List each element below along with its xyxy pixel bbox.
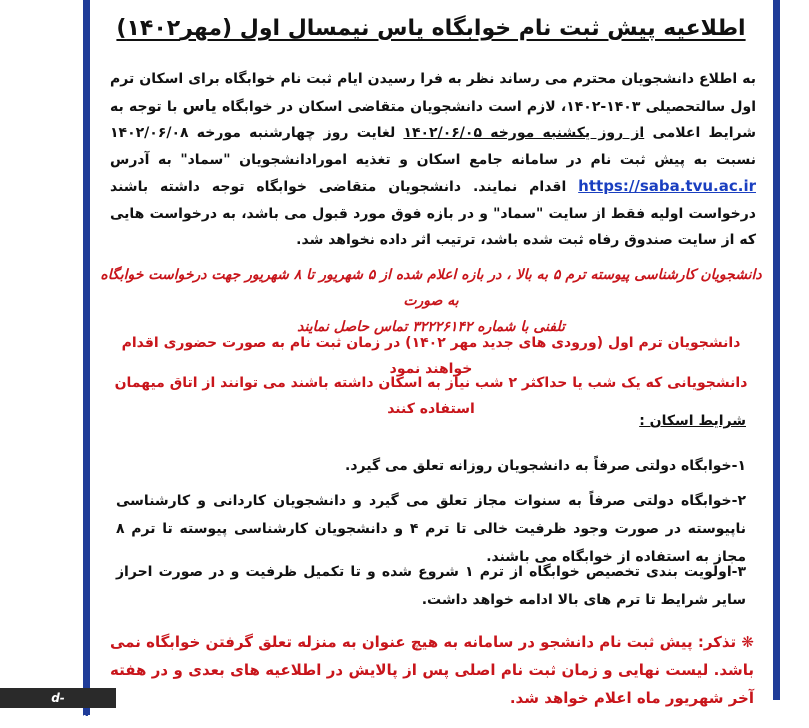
- announcement-document: [96, 0, 766, 716]
- notice-senior-students: [96, 262, 766, 340]
- notice-guest-room: دانشجویانی که یک شب یا حداکثر ۲ شب نیاز به اسکان داشته باشند می توانند از اتاق میهمان استفاده کنند: [114, 375, 748, 417]
- page-title: اطلاعیه پیش ثبت نام خوابگاه یاس نیمسال اول (مهر۱۴۰۲): [116, 16, 746, 41]
- intro-text-1: به اطلاع دانشجویان محترم می رساند نظر به فرا رسیدن ایام ثبت نام خوابگاه برای اسکان ترم اول سالتحصیلی ۱۴۰۳-۱۴۰۲، لازم است دانشجویان متقاضی اسکان در خوابگاه: [110, 71, 757, 115]
- intro-text-3: لغایت روز چهارشنبه مورخه ۱۴۰۲/۰۶/۰۸ نسبت به پیش ثبت نام در سامانه جامع اسکان و تغذیه امورادانشجویان "سماد" به آدرس: [110, 125, 756, 168]
- notice-senior-line-2: تلفنی با شماره ۳۲۲۲۶۱۴۲ تماس حاصل نمایند: [297, 319, 565, 335]
- left-border-bar: [83, 0, 90, 716]
- site-watermark: d-orumiyeh.tvu.ac.ir: [0, 688, 116, 708]
- warning-note: ❋ تذکر: پیش ثبت نام دانشجو در سامانه به هیچ عنوان به منزله تعلق گرفتن خوابگاه نمی باشد. لیست نهایی و زمان ثبت نام اصلی پس از پالایش در اطلاعیه های بعدی و در هفته آخر شهریور ماه اعلام خواهد شد.: [110, 633, 754, 707]
- dorm-name: یاس: [182, 95, 217, 115]
- condition-2: ۲-خوابگاه دولتی صرفاً به سنوات مجاز تعلق می گیرد و دانشجویان کاردانی و کارشناسی ناپیوسته در صورت وجود ظرفیت خالی تا ترم ۴ و دانشجویان کارشناسی پیوسته تا ترم ۸ مجاز به استفاده از خوابگاه می باشند.: [116, 493, 747, 565]
- condition-3: ۳-اولویت بندی تخصیص خوابگاه از ترم ۱ شروع شده و تا تکمیل ظرفیت و در صورت احراز سایر شرایط تا ترم های بالا ادامه خواهد داشت.: [116, 564, 746, 608]
- intro-text-4: اقدام نمایند. دانشجویان متقاضی خوابگاه توجه داشته باشند درخواست اولیه فقط از سایت "سماد" و در بازه فوق مورد قبول می باشد، به درخواست هایی که از سایت صندوق رفاه ثبت شده باشد، ترتیب اثر داده نخواهد شد.: [110, 179, 756, 248]
- start-date: از روز یکشنبه مورخه ۱۴۰۲/۰۶/۰۵: [403, 125, 645, 141]
- conditions-heading: شرایط اسکان :: [639, 413, 746, 429]
- notice-first-term: دانشجویان ترم اول (ورودی های جدید مهر ۱۴۰۲) در زمان ثبت نام به صورت حضوری اقدام خواهند نمود: [121, 335, 741, 377]
- right-border-bar: [773, 0, 780, 700]
- samad-link[interactable]: https://saba.tvu.ac.ir: [578, 177, 756, 195]
- condition-1: ۱-خوابگاه دولتی صرفاً به دانشجویان روزانه تعلق می گیرد.: [345, 458, 746, 474]
- intro-paragraph: [110, 66, 756, 254]
- notice-senior-line-1: دانشجویان کارشناسی پیوسته ترم ۵ به بالا ، در بازه اعلام شده از ۵ شهریور تا ۸ شهریور جهت درخواست خوابگاه به صورت: [100, 267, 762, 309]
- intro-text-2: با توجه به شرایط اعلامی: [110, 98, 757, 141]
